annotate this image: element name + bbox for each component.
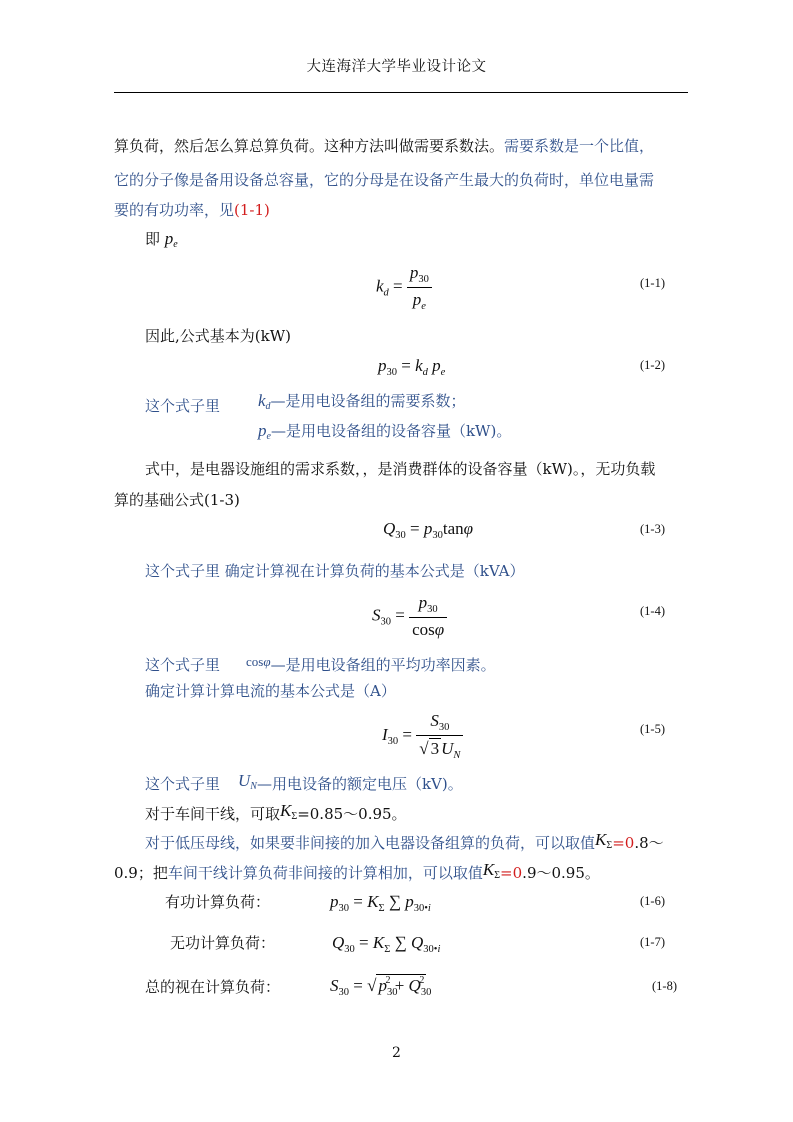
k-sigma-symbol: KΣ <box>595 830 613 851</box>
bus-line-1 <box>145 801 407 827</box>
kd-symbol: kd <box>258 391 271 412</box>
equation-number: (1-2) <box>640 358 665 372</box>
equation-1-4: $S_{30}$ = $\frac{p_{30}}{\cos\varphi}$ <box>372 593 447 640</box>
where-apparent-line: 这个式子里 确定计算视在计算负荷的基本公式是（kVA） <box>145 562 525 580</box>
where-label: 这个式子里 <box>145 397 221 415</box>
equation-number: (1-6) <box>640 894 665 908</box>
header-rule <box>114 92 688 93</box>
pe-description: —是用电设备组的设备容量（kW)。 <box>270 422 512 440</box>
k-sigma-symbol: KΣ <box>280 801 298 822</box>
k-sigma-symbol: KΣ <box>482 860 501 881</box>
where-label: 这个式子里 <box>145 656 221 674</box>
bus-text: 对于车间干线，可取 <box>145 805 281 823</box>
pe-symbol: pe <box>164 229 178 250</box>
bus-value-highlight: =0 <box>612 834 635 852</box>
equation-number: (1-8) <box>652 979 677 993</box>
apparent-load-label: 总的视在计算负荷： <box>145 978 281 996</box>
bus-text: 对于低压母线，如果要非间接的加入电器设备组算的负荷，可以取值 <box>145 834 596 852</box>
active-load-label: 有功计算负荷： <box>165 893 271 911</box>
equation-1-3: $Q_{30} = p_{30}\tan\varphi$ <box>383 519 474 541</box>
equation-1-1: $k_d$ = $\frac{p_{30}}{p_e}$ <box>376 263 432 312</box>
equation-number: (1-3) <box>640 522 665 536</box>
page-header: 大连海洋大学毕业设计论文 <box>306 59 487 75</box>
current-title: 确定计算计算电流的基本公式是（A） <box>145 682 396 700</box>
where-label: 这个式子里 <box>145 775 221 793</box>
cos-definition <box>145 652 496 675</box>
body-line-1 <box>114 136 654 156</box>
equation-1-5: $I_{30}$ = $\frac{S_{30}}{√ 3 U_N}$ <box>382 711 463 761</box>
equation-reference: (1-1) <box>234 201 270 219</box>
equation-1-7: $Q_{30} = K_\Sigma$ ∑ $Q_{30•i}$ <box>332 933 441 955</box>
bus-text-highlight: 车间干线计算负荷非间接的计算相加，可以取值 <box>167 864 483 882</box>
cos-phi-symbol: cosφ <box>246 654 271 669</box>
un-symbol: UN <box>238 771 257 792</box>
bus-range: .9～0.95。 <box>522 864 600 882</box>
page-number: 2 <box>392 1045 401 1061</box>
bus-text: 0.9；把 <box>114 864 168 882</box>
ji-line <box>145 229 178 255</box>
since-line: 因此,公式基本为(kW) <box>145 327 291 345</box>
equation-number: (1-5) <box>640 722 665 736</box>
equation-1-8: $S_{30}$ = √ $p_{30}^2 + Q_{30}^2$ <box>330 975 432 998</box>
cos-description: —是用电设备组的平均功率因素。 <box>270 656 496 674</box>
reactive-load-label: 无功计算负荷： <box>170 934 276 952</box>
un-definition <box>145 771 463 797</box>
bus-line-2 <box>145 830 664 856</box>
pe-symbol: pe <box>258 421 271 442</box>
un-description: —用电设备的额定电压（kV)。 <box>256 775 463 793</box>
ji-text: 即 <box>145 230 161 248</box>
body-line-2: 它的分子像是备用设备总容量，它的分母是在设备产生最大的负荷时，单位电量需 <box>114 171 655 189</box>
bus-range: =0.85～0.95。 <box>297 805 407 823</box>
equation-number: (1-4) <box>640 604 665 618</box>
equation-number: (1-1) <box>640 276 665 290</box>
equation-1-2: $p_{30} = k_d$ $p_e$ <box>378 356 446 378</box>
equation-1-6: $p_{30} = K_\Sigma$ ∑ $p_{30•i}$ <box>330 892 431 914</box>
equation-number: (1-7) <box>640 935 665 949</box>
bus-range: .8～ <box>634 834 664 852</box>
kd-definition <box>258 391 466 417</box>
body-line-3 <box>114 200 270 220</box>
body-para-line-2: 算的基础公式(1-3) <box>114 491 240 509</box>
kd-description: —是用电设备组的需要系数； <box>270 392 466 410</box>
body-text-highlight: 需要系数是一个比值， <box>504 137 655 155</box>
body-text: 要的有功功率，见 <box>114 201 235 219</box>
body-text: 算负荷，然后怎么算总算负荷。这种方法叫做需要系数法。 <box>114 137 505 155</box>
bus-line-3 <box>114 860 600 886</box>
bus-value-highlight: =0 <box>500 864 523 882</box>
body-para-line-1: 式中，是电器设施组的需求系数，，是消费群体的设备容量（kW)。，无功负载 <box>145 460 656 478</box>
pe-definition <box>258 421 511 447</box>
